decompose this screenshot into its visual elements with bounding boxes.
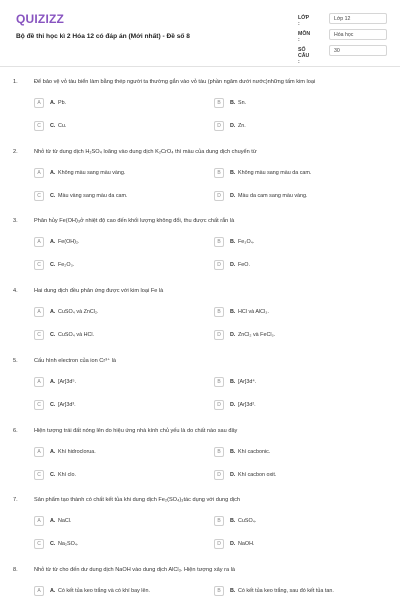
meta-value-box [329,45,387,56]
answer-checkbox[interactable]: A [34,586,44,596]
answer-checkbox[interactable]: A [34,168,44,178]
answer-checkbox[interactable]: C [34,260,44,270]
answer-checkbox[interactable]: C [34,330,44,340]
answer-checkbox[interactable]: C [34,400,44,410]
question-number: 1. [13,79,18,85]
document-title: Bộ đề thi học kì 2 Hóa 12 có đáp án (Mới nhất) - Đề số 8 [16,33,190,40]
answer-text: Không màu sang màu da cam. [238,169,312,176]
answer-letter: D. [230,540,236,547]
meta-label: MÔN : [298,31,311,43]
header-divider [0,66,400,67]
answer-text: Khí cacbonic. [238,448,271,455]
answer-letter: D. [230,471,236,478]
answer-checkbox[interactable]: D [214,539,224,549]
answer-checkbox[interactable]: A [34,447,44,457]
quiz-header [0,0,400,66]
meta-value: Lớp 12 [334,16,351,22]
answer-letter: A. [50,517,56,524]
question-number: 5. [13,358,18,364]
answer-letter: D. [230,192,236,199]
answer-text: Fe(OH)₂. [58,238,80,245]
answer-letter: A. [50,378,56,385]
answer-text: Cu. [58,122,67,129]
answer-letter: C. [50,471,56,478]
answer-letter: C. [50,261,56,268]
answer-letter: B. [230,587,236,594]
answer-checkbox[interactable]: B [214,447,224,457]
answer-letter: B. [230,238,236,245]
answer-text: Zn. [238,122,246,129]
answer-letter: C. [50,401,56,408]
answer-text: Khí hidroclorua. [58,448,96,455]
answer-checkbox[interactable]: A [34,377,44,387]
answer-checkbox[interactable]: C [34,539,44,549]
question-text: Hiện tượng trái đất nóng lên do hiệu ứng nhà kính chủ yếu là do chất nào sau đây [34,428,238,434]
answer-letter: A. [50,308,56,315]
answer-letter: A. [50,238,56,245]
answer-checkbox[interactable]: D [214,121,224,131]
answer-checkbox[interactable]: D [214,330,224,340]
answer-text: Có kết tủa keo trắng, sau đó kết tủa tan. [238,587,334,594]
answer-letter: B. [230,169,236,176]
answer-text: CuSO₄. [238,517,257,524]
answer-letter: D. [230,261,236,268]
answer-letter: C. [50,192,56,199]
answer-letter: C. [50,122,56,129]
answer-letter: B. [230,308,236,315]
answer-letter: B. [230,378,236,385]
answer-text: Pb. [58,99,67,106]
question-number: 4. [13,288,18,294]
answer-checkbox[interactable]: B [214,307,224,317]
answer-checkbox[interactable]: B [214,237,224,247]
answer-checkbox[interactable]: D [214,470,224,480]
answer-text: [Ar]3d³. [58,401,76,408]
answer-letter: A. [50,448,56,455]
question-text: Sản phẩm tạo thành có chất kết tủa khi dung dịch Fe₂(SO₄)₃tác dụng với dung dịch [34,497,240,503]
answer-text: ZnCl₂ và FeCl₃. [238,331,276,338]
question-number: 3. [13,218,18,224]
answer-text: Sn. [238,99,247,106]
answer-checkbox[interactable]: B [214,586,224,596]
answer-letter: C. [50,540,56,547]
meta-value-box [329,13,387,24]
answer-checkbox[interactable]: C [34,470,44,480]
answer-checkbox[interactable]: A [34,98,44,108]
question-text: Nhỏ từ từ cho đến dư dung dịch NaOH vào dung dịch AlCl₃. Hiện tượng xảy ra là [34,567,235,573]
answer-text: Fe₃O₄. [238,238,255,245]
answer-checkbox[interactable]: A [34,516,44,526]
question-text: Cấu hình electron của ion Cr³⁺ là [34,358,116,364]
answer-letter: B. [230,99,236,106]
answer-text: Màu da cam sang màu vàng. [238,192,308,199]
answer-text: CuSO₄ và ZnCl₂. [58,308,99,315]
answer-checkbox[interactable]: C [34,191,44,201]
answer-checkbox[interactable]: B [214,516,224,526]
answer-checkbox[interactable]: A [34,237,44,247]
quizizz-logo: QUIZIZZ [16,12,65,26]
meta-label: SỐ CÂU : [298,47,310,65]
answer-letter: B. [230,448,236,455]
question-number: 7. [13,497,18,503]
answer-text: HCl và AlCl₃. [238,308,269,315]
question-text: Phân hủy Fe(OH)₃ở nhiệt độ cao đến khối lượng không đổi, thu được chất rắn là [34,218,235,224]
answer-checkbox[interactable]: B [214,98,224,108]
answer-text: NaOH. [238,540,255,547]
answer-text: Khí clo. [58,471,76,478]
answer-letter: A. [50,99,56,106]
meta-value: Hóa học [334,32,354,38]
meta-value: 30 [334,48,340,54]
answer-text: CuSO₄ và HCl. [58,331,95,338]
answer-letter: B. [230,517,236,524]
answer-text: Có kết tủa keo trắng và có khí bay lên. [58,587,150,594]
question-text: Hai dung dịch đều phản ứng được với kim loại Fe là [34,288,164,294]
answer-text: Fe₂O₃. [58,261,75,268]
answer-letter: D. [230,401,236,408]
answer-checkbox[interactable]: D [214,260,224,270]
meta-value-box [329,29,387,40]
answer-checkbox[interactable]: D [214,400,224,410]
question-number: 2. [13,149,18,155]
answer-letter: C. [50,331,56,338]
answer-text: [Ar]3d². [238,401,256,408]
answer-checkbox[interactable]: B [214,377,224,387]
question-number: 8. [13,567,18,573]
answer-letter: D. [230,331,236,338]
question-number: 6. [13,428,18,434]
answer-text: [Ar]3d⁵. [58,378,77,385]
answer-letter: A. [50,587,56,594]
answer-letter: D. [230,122,236,129]
answer-text: [Ar]3d⁴. [238,378,257,385]
answer-checkbox[interactable]: A [34,307,44,317]
answer-text: Khí cacbon oxit. [238,471,277,478]
answer-text: FeO. [238,261,250,268]
answer-letter: A. [50,169,56,176]
answer-checkbox[interactable]: B [214,168,224,178]
answer-checkbox[interactable]: D [214,191,224,201]
meta-label: LỚP : [298,15,309,27]
answer-checkbox[interactable]: C [34,121,44,131]
answer-text: Na₂SO₄. [58,540,79,547]
answer-text: Không màu sang màu vàng. [58,169,126,176]
question-text: Nhỏ từ từ dung dịch H₂SO₄ loãng vào dung dịch K₂CrO₄ thì màu của dung dịch chuyển từ [34,149,257,155]
answer-text: NaCl. [58,517,72,524]
answer-text: Màu vàng sang màu da cam. [58,192,128,199]
question-text: Để bảo vệ vỏ tàu biển làm bằng thép người ta thường gắn vào vỏ tàu (phần ngâm dưới nước)những tấm kim loại [34,79,316,85]
